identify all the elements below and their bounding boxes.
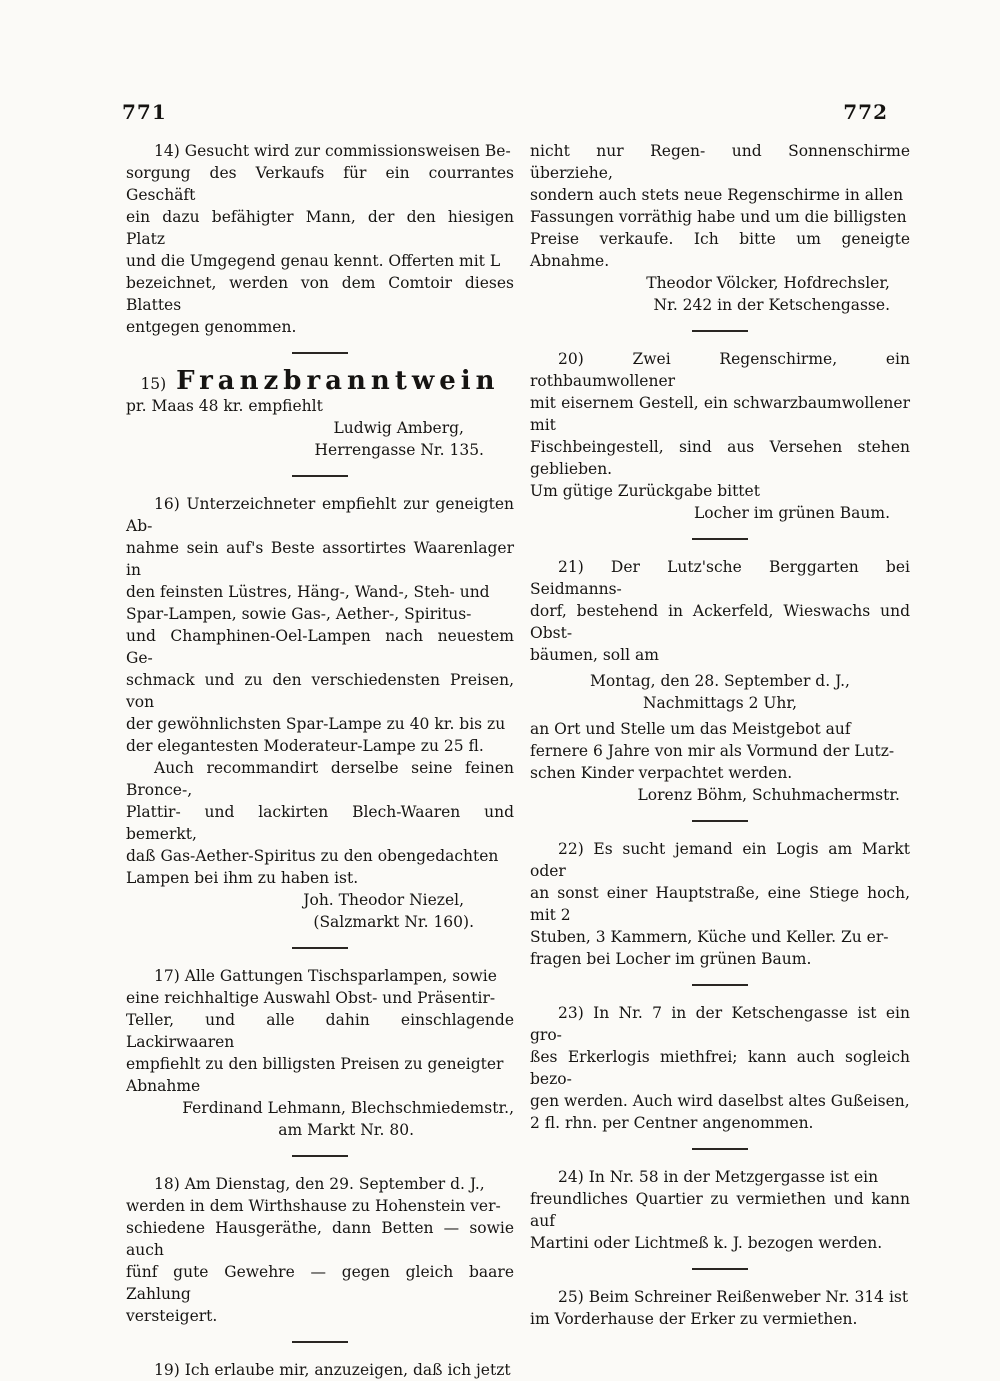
text-line: bezeichnet, werden von dem Comtoir dieses Blattes: [126, 274, 514, 314]
text-line: pr. Maas 48 kr. empfiehlt: [126, 397, 323, 415]
text-line: Teller, und alle dahin einschlagende Lackirwaaren: [126, 1011, 514, 1051]
entry-heading: Franzbranntwein: [176, 366, 500, 396]
entry-24: [530, 1166, 910, 1254]
text-line: fernere 6 Jahre von mir als Vormund der Lutz-: [530, 742, 895, 760]
signature-line: (Salzmarkt Nr. 160).: [313, 913, 474, 931]
section-divider: [692, 984, 748, 986]
page-number-right: 772: [843, 100, 888, 124]
text-line: Plattir- und lackirten Blech-Waaren und bemerkt,: [126, 803, 514, 843]
date-line: Nachmittags 2 Uhr,: [642, 694, 798, 712]
text-line: 24) In Nr. 58 in der Metzgergasse ist ein: [558, 1168, 879, 1186]
text-line: der elegantesten Moderateur-Lampe zu 25 fl.: [126, 737, 484, 755]
entry-20: [530, 348, 910, 524]
text-line: 25) Beim Schreiner Reißenweber Nr. 314 ist: [558, 1288, 909, 1306]
text-line: Stuben, 3 Kammern, Küche und Keller. Zu er-: [530, 928, 889, 946]
text-line: fragen bei Locher im grünen Baum.: [530, 950, 812, 968]
entry-22: [530, 838, 910, 970]
text-line: 22) Es sucht jemand ein Logis am Markt oder: [530, 840, 910, 880]
text-line: versteigert.: [126, 1307, 218, 1325]
signature-line: Herrengasse Nr. 135.: [314, 441, 484, 459]
section-divider: [292, 352, 348, 354]
text-line: Preise verkaufe. Ich bitte um geneigte Abnahme.: [530, 230, 910, 270]
text-line: nicht nur Regen- und Sonnenschirme überziehe,: [530, 142, 910, 182]
entry-23: [530, 1002, 910, 1134]
text-line: 19) Ich erlaube mir, anzuzeigen, daß ich jetzt: [154, 1361, 511, 1379]
text-line: daß Gas-Aether-Spiritus zu den obengedachten: [126, 847, 499, 865]
text-line: sondern auch stets neue Regenschirme in allen: [530, 186, 904, 204]
text-line: sorgung des Verkaufs für ein courrantes Geschäft: [126, 164, 514, 204]
text-line: 21) Der Lutz'sche Berggarten bei Seidmanns-: [530, 558, 910, 598]
text-line: schmack und zu den verschiedensten Preisen, von: [126, 671, 514, 711]
signature-line: Ludwig Amberg,: [333, 419, 464, 437]
text-line: freundliches Quartier zu vermiethen und kann auf: [530, 1190, 910, 1230]
text-line: ein dazu befähigter Mann, der den hiesigen Platz: [126, 208, 514, 248]
text-line: 23) In Nr. 7 in der Ketschengasse ist ein gro-: [530, 1004, 910, 1044]
section-divider: [292, 1341, 348, 1343]
text-line: schen Kinder verpachtet werden.: [530, 764, 793, 782]
section-divider: [692, 330, 748, 332]
signature-line: Theodor Völcker, Hofdrechsler,: [646, 274, 890, 292]
entry-14: [126, 140, 514, 338]
text-line: der gewöhnlichsten Spar-Lampe zu 40 kr. bis zu: [126, 715, 506, 733]
text-line: 18) Am Dienstag, den 29. September d. J.,: [154, 1175, 485, 1193]
text-line: 20) Zwei Regenschirme, ein rothbaumwollener: [530, 350, 910, 390]
text-line: und Champhinen-Oel-Lampen nach neuestem Ge-: [126, 627, 514, 667]
section-divider: [692, 538, 748, 540]
text-line: Auch recommandirt derselbe seine feinen Bronce-,: [126, 759, 514, 799]
text-line: Martini oder Lichtmeß k. J. bezogen werden.: [530, 1234, 883, 1252]
text-line: im Vorderhause der Erker zu vermiethen.: [530, 1310, 858, 1328]
text-line: an sonst einer Hauptstraße, eine Stiege hoch, mit 2: [530, 884, 910, 924]
text-line: bäumen, soll am: [530, 646, 659, 664]
left-column: [126, 140, 514, 1381]
text-line: entgegen genommen.: [126, 318, 297, 336]
text-line: an Ort und Stelle um das Meistgebot auf: [530, 720, 851, 738]
section-divider: [692, 1148, 748, 1150]
text-line: empfiehlt zu den billigsten Preisen zu geneigter: [126, 1055, 504, 1073]
signature-line: Nr. 242 in der Ketschengasse.: [653, 296, 890, 314]
page-number-left: 771: [122, 100, 167, 124]
text-line: Lampen bei ihm zu haben ist.: [126, 869, 359, 887]
text-line: schiedene Hausgeräthe, dann Betten — sowie auch: [126, 1219, 514, 1259]
date-line: Montag, den 28. September d. J.,: [590, 672, 850, 690]
entry-19: [126, 1359, 514, 1381]
text-line: dorf, bestehend in Ackerfeld, Wieswachs und Obst-: [530, 602, 910, 642]
text-line: eine reichhaltige Auswahl Obst- und Präsentir-: [126, 989, 496, 1007]
entry-17: [126, 965, 514, 1141]
text-line: 2 fl. rhn. per Centner angenommen.: [530, 1114, 814, 1132]
section-divider: [692, 820, 748, 822]
signature-line: Locher im grünen Baum.: [694, 504, 890, 522]
entry-18: [126, 1173, 514, 1327]
text-line: 16) Unterzeichneter empfiehlt zur geneigten Ab-: [126, 495, 514, 535]
entry-25: [530, 1286, 910, 1330]
text-line: fünf gute Gewehre — gegen gleich baare Zahlung: [126, 1263, 514, 1303]
text-line: mit eisernem Gestell, ein schwarzbaumwollener mit: [530, 394, 910, 434]
text-line: nahme sein auf's Beste assortirtes Waarenlager in: [126, 539, 514, 579]
entry-21: [530, 556, 910, 806]
signature-line: Joh. Theodor Niezel,: [303, 891, 464, 909]
text-line: Fischbeingestell, sind aus Versehen stehen geblieben.: [530, 438, 910, 478]
text-line: 14) Gesucht wird zur commissionsweisen Be-: [154, 142, 511, 160]
right-column: [530, 140, 910, 1330]
text-line: Spar-Lampen, sowie Gas-, Aether-, Spiritus-: [126, 605, 472, 623]
section-divider: [292, 947, 348, 949]
section-divider: [292, 1155, 348, 1157]
signature-line: am Markt Nr. 80.: [278, 1121, 414, 1139]
entry-15: [126, 366, 514, 461]
text-line: Abnahme: [126, 1077, 201, 1095]
text-line: den feinsten Lüstres, Häng-, Wand-, Steh- und: [126, 583, 490, 601]
entry-number: 15): [140, 375, 167, 393]
text-line: gen werden. Auch wird daselbst altes Gußeisen,: [530, 1092, 910, 1110]
entry-16: [126, 493, 514, 933]
text-line: Um gütige Zurückgabe bittet: [530, 482, 760, 500]
text-line: Fassungen vorräthig habe und um die billigsten: [530, 208, 907, 226]
text-line: werden in dem Wirthshause zu Hohenstein ver-: [126, 1197, 501, 1215]
signature-line: Ferdinand Lehmann, Blechschmiedemstr.,: [182, 1099, 514, 1117]
signature-line: Lorenz Böhm, Schuhmachermstr.: [637, 786, 900, 804]
entry-19-continued: [530, 140, 910, 316]
section-divider: [292, 475, 348, 477]
text-line: 17) Alle Gattungen Tischsparlampen, sowie: [154, 967, 497, 985]
section-divider: [692, 1268, 748, 1270]
text-line: und die Umgegend genau kennt. Offerten mit L: [126, 252, 501, 270]
text-line: ßes Erkerlogis miethfrei; kann auch sogleich bezo-: [530, 1048, 910, 1088]
